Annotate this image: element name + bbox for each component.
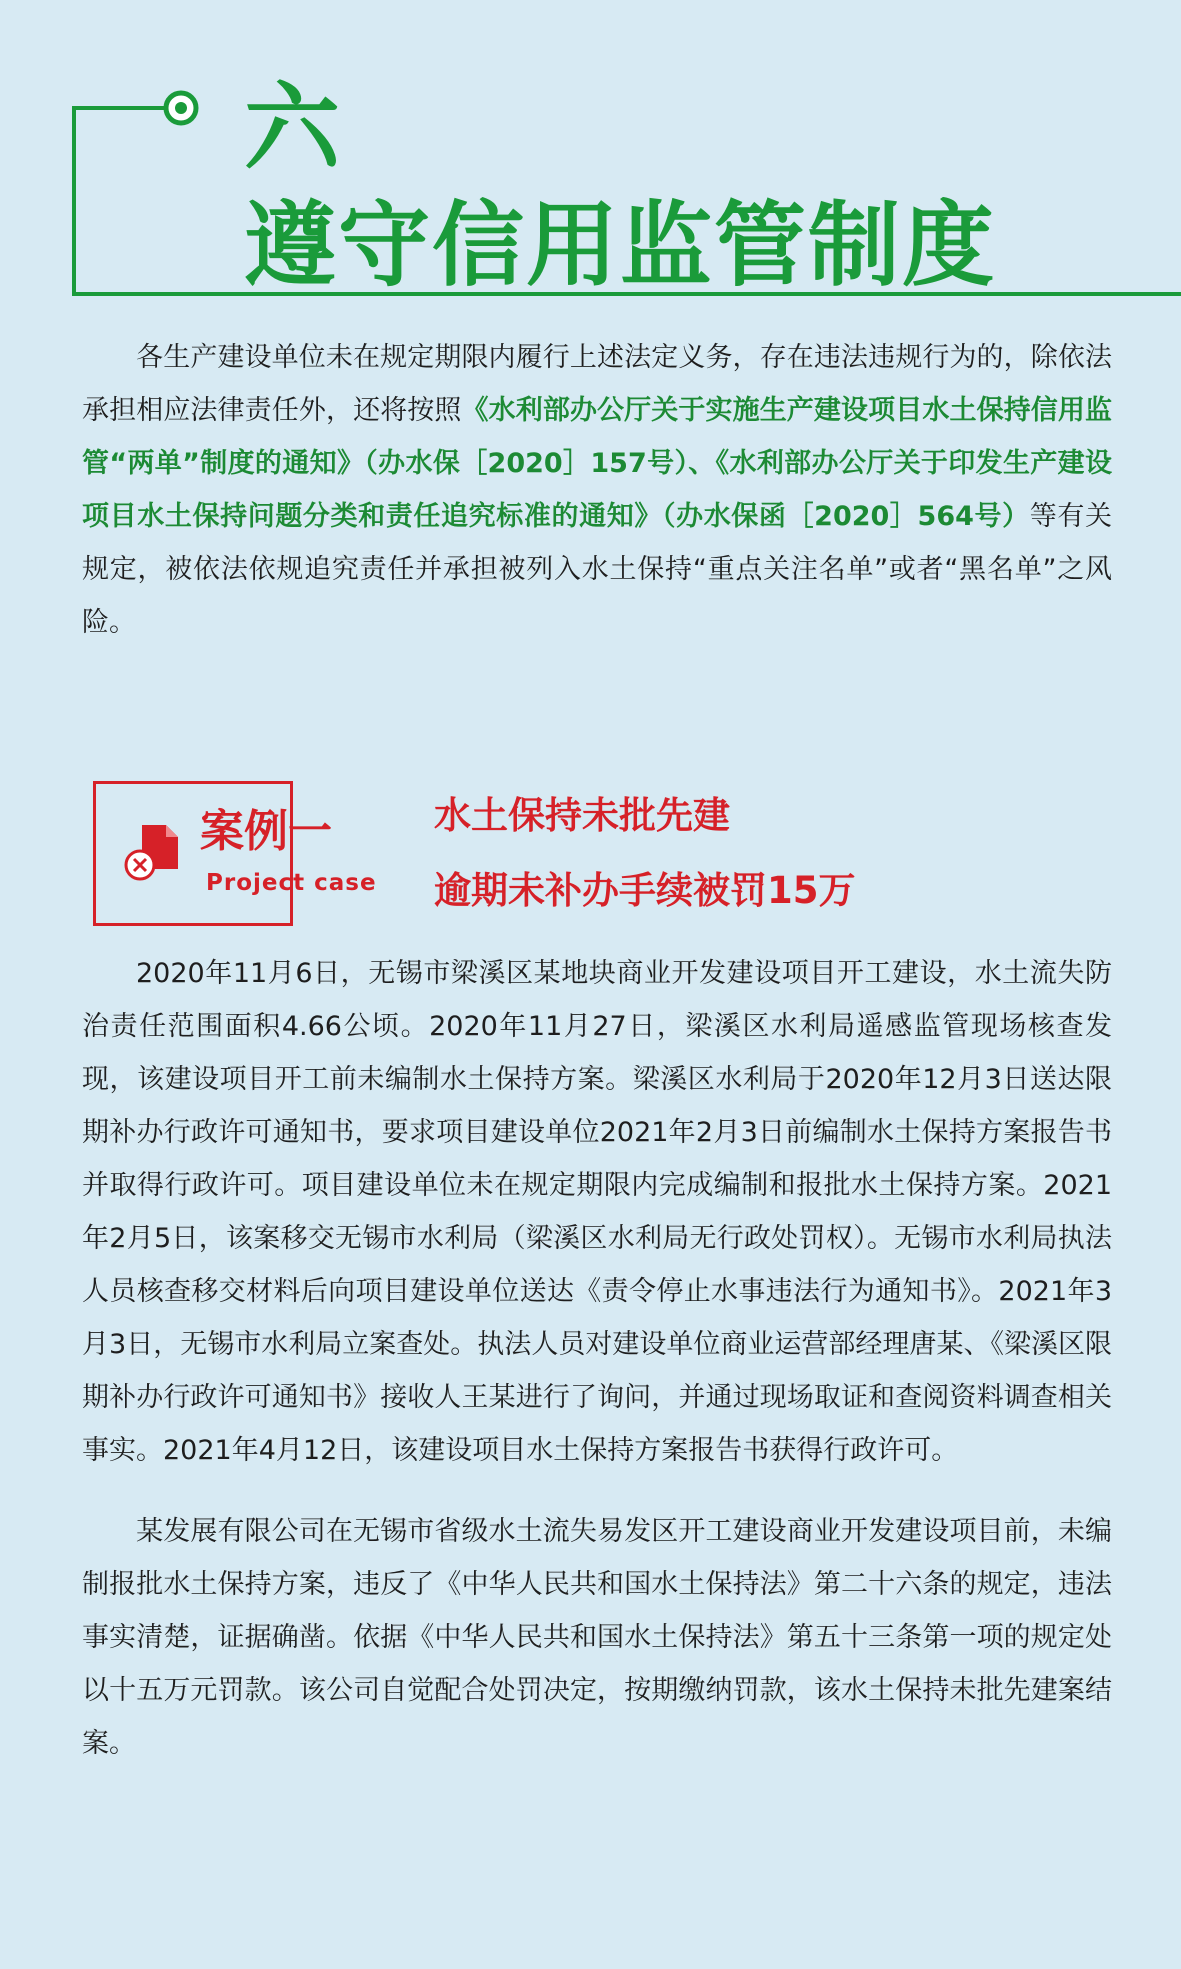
intro-text-1: 各生产建设单位未在规定期限内履行上述法定义务，存在违法违规行为的，除依法承担相应法律责任外，还将按照	[82, 342, 1112, 426]
section-number: 六	[244, 72, 344, 184]
document-error-icon	[122, 823, 184, 883]
section-title: 遵守信用监管制度	[244, 192, 997, 299]
case-heading-line1: 水土保持未批先建	[434, 794, 730, 837]
intro-regulation-reference: 《水利部办公厅关于实施生产建设项目水土保持信用监管“两单”制度的通知》（办水保［2020］157号）、《水利部办公厅关于印发生产建设项目水土保持问题分类和责任追究标准的通知》（办水保函［2020］564号）	[82, 395, 1113, 532]
case-paragraph-1	[82, 947, 1112, 1477]
case-label: 案例一	[200, 806, 332, 857]
case-paragraph-1-text: 2020年11月6日，无锡市梁溪区某地块商业开发建设项目开工建设，水土流失防治责任范围面积4.66公顷。2020年11月27日，梁溪区水利局遥感监管现场核查发现，该建设项目开工前未编制水土保持方案。梁溪区水利局于2020年12月3日送达限期补办行政许可通知书，要求项目建设单位2021年2月3日前编制水土保持方案报告书并取得行政许可。项目建设单位未在规定期限内完成编制和报批水土保持方案。2021年2月5日，该案移交无锡市水利局（梁溪区水利局无行政处罚权）。无锡市水利局执法人员核查移交材料后向项目建设单位送达《责令停止水事违法行为通知书》。2021年3月3日，无锡市水利局立案查处。执法人员对建设单位商业运营部经理唐某、《梁溪区限期补办行政许可通知书》接收人王某进行了询问，并通过现场取证和查阅资料调查相关事实。2021年4月12日，该建设项目水土保持方案报告书获得行政许可。	[82, 958, 1112, 1466]
case-heading-line2: 逾期未补办手续被罚15万	[434, 869, 856, 912]
case-paragraph-2	[82, 1505, 1112, 1770]
intro-paragraph	[82, 331, 1112, 649]
case-paragraph-2-text: 某发展有限公司在无锡市省级水土流失易发区开工建设商业开发建设项目前，未编制报批水土保持方案，违反了《中华人民共和国水土保持法》第二十六条的规定，违法事实清楚，证据确凿。依据《中华人民共和国水土保持法》第五十三条第一项的规定处以十五万元罚款。该公司自觉配合处罚决定，按期缴纳罚款，该水土保持未批先建案结案。	[82, 1516, 1112, 1759]
case-label-english: Project case	[206, 870, 377, 896]
intro-text-2: 等有关规定，被依法依规追究责任并承担被列入水土保持“重点关注名单”或者“黑名单”之风险。	[82, 501, 1112, 638]
